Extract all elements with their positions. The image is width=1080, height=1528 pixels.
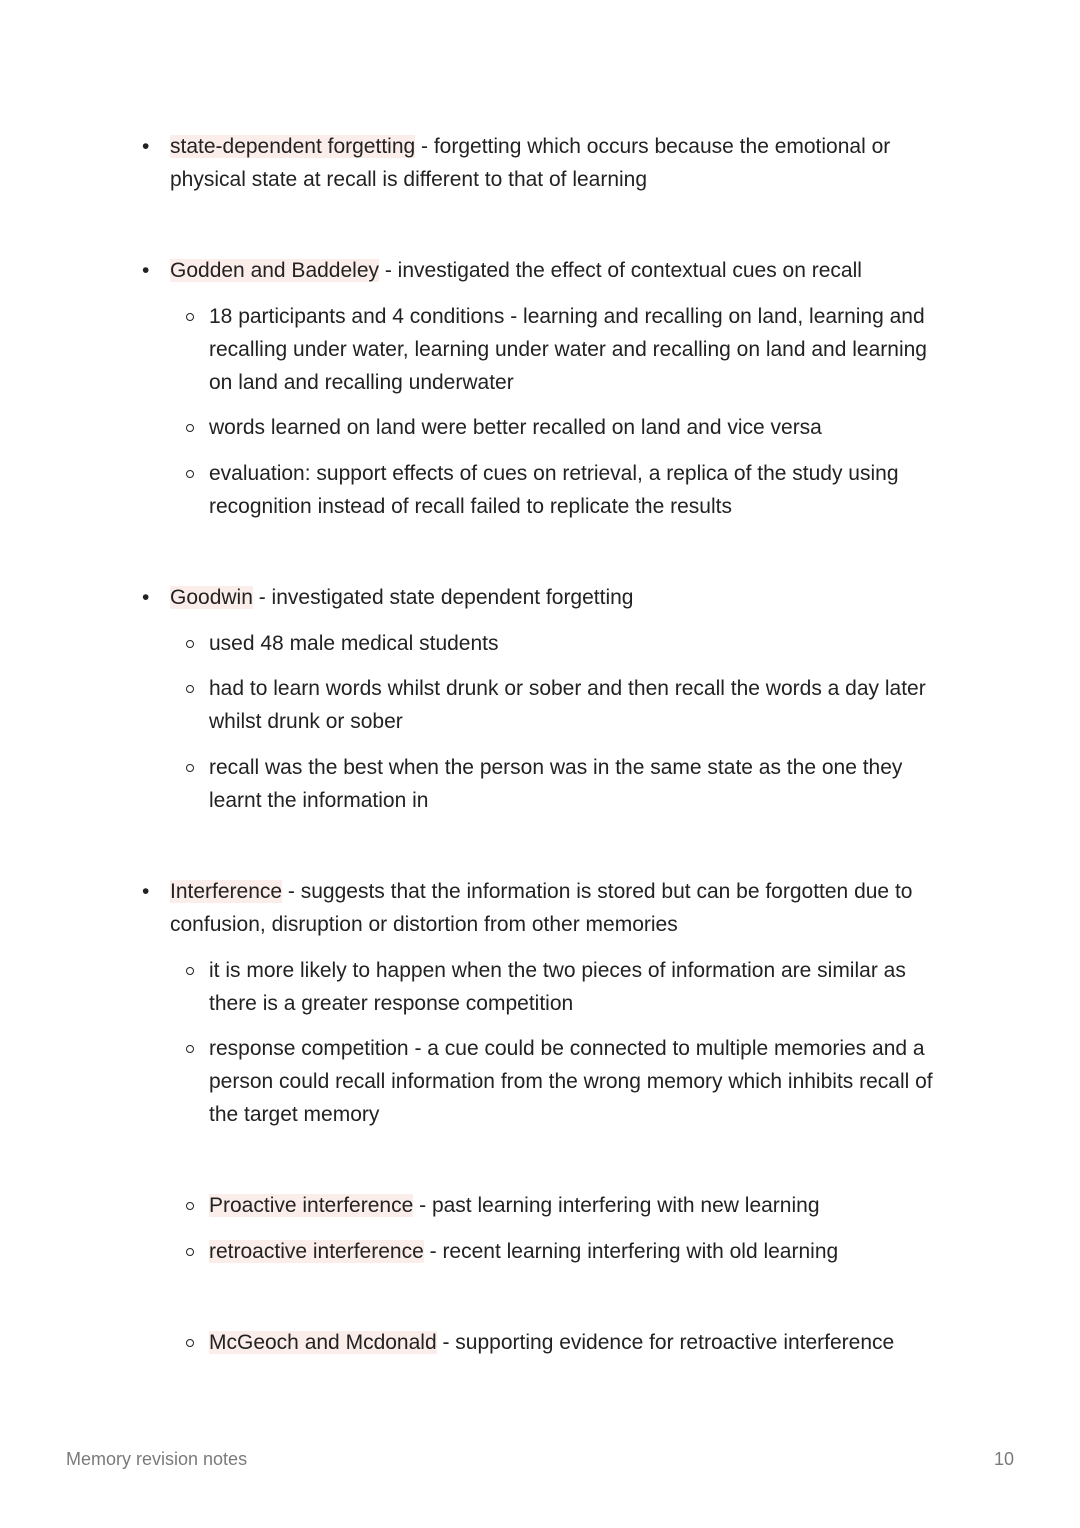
bullet-text: it is more likely to happen when the two pieces of information are similar as there is a greater response competition: [209, 959, 906, 1015]
bullet-text: used 48 male medical students: [209, 632, 499, 655]
sub-bullet-drunk-sober: [209, 672, 954, 738]
bullet-text: - recent learning interfering with old learning: [423, 1240, 839, 1263]
sub-bullet-similarity: [209, 954, 954, 1020]
footer-title: Memory revision notes: [66, 1449, 248, 1469]
key-term: state-dependent forgetting: [170, 135, 416, 158]
bullet-text: - past learning interfering with new learning: [413, 1194, 820, 1217]
bullet-text: had to learn words whilst drunk or sober and then recall the words a day later whilst drunk or sober: [209, 677, 926, 733]
sub-bullet-participants: [209, 627, 954, 660]
key-term: McGeoch and Mcdonald: [209, 1331, 437, 1354]
key-term: Interference: [170, 880, 283, 903]
page-number: 10: [993, 1449, 1014, 1469]
bullet-text: 18 participants and 4 conditions - learning and recalling on land, learning and recalling under water, learning under water and recalling on land and learning on land and recalling underwater: [209, 305, 927, 394]
sub-bullet-evaluation: [209, 457, 954, 523]
sub-bullet-land-recall: [209, 411, 954, 444]
bullet-text: words learned on land were better recalled on land and vice versa: [209, 416, 822, 439]
key-term: Godden and Baddeley: [170, 259, 380, 282]
bullet-text: - forgetting which occurs because the emotional or physical state at recall is different to that of learning: [170, 135, 891, 191]
bullet-text: response competition - a cue could be connected to multiple memories and a person could recall information from the wrong memory which inhibits recall of the target memory: [209, 1037, 933, 1126]
bullet-text: - suggests that the information is stored but can be forgotten due to confusion, disruption or distortion from other memories: [170, 880, 913, 936]
key-term: retroactive interference: [209, 1240, 424, 1263]
key-term: Proactive interference: [209, 1194, 414, 1217]
bullet-interference: [170, 875, 960, 941]
sub-bullet-retroactive-interference: [209, 1235, 954, 1268]
key-term: Goodwin: [170, 586, 253, 609]
bullet-text: - investigated state dependent forgetting: [252, 586, 634, 609]
sub-bullet-proactive-interference: [209, 1189, 954, 1222]
bullet-state-dependent-forgetting: [170, 130, 960, 196]
sub-bullet-response-competition: [209, 1032, 954, 1131]
bullet-text: - supporting evidence for retroactive interference: [436, 1331, 895, 1354]
bullet-text: evaluation: support effects of cues on retrieval, a replica of the study using recognition instead of recall failed to replicate the results: [209, 462, 899, 518]
bullet-goodwin: [170, 581, 960, 614]
sub-bullet-conditions: [209, 300, 954, 399]
bullet-text: recall was the best when the person was in the same state as the one they learnt the information in: [209, 756, 903, 812]
bullet-text: - investigated the effect of contextual cues on recall: [379, 259, 862, 282]
sub-bullet-same-state: [209, 751, 954, 817]
bullet-godden-and-baddeley: [170, 254, 960, 287]
sub-bullet-mcgeoch-and-mcdonald: [209, 1326, 954, 1359]
